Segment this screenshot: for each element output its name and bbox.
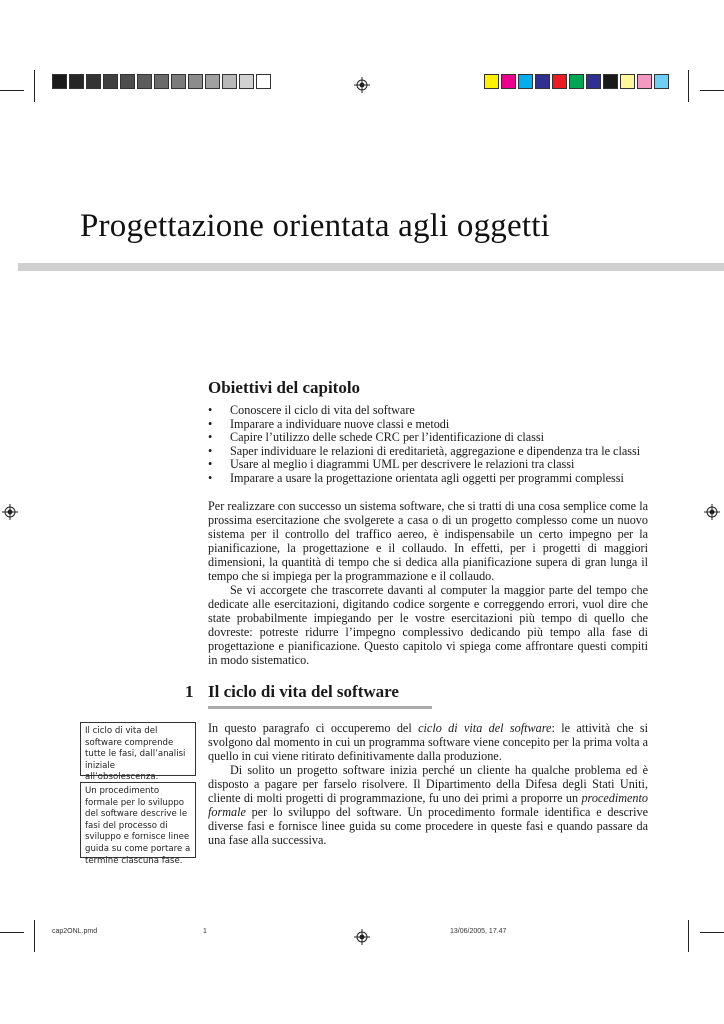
color-swatch xyxy=(654,74,669,89)
margin-note: Il ciclo di vita del software comprende tutte le fasi, dall’analisi iniziale all’obsolescenza. xyxy=(80,722,196,776)
bullet: • xyxy=(208,416,213,431)
intro-paragraph: Per realizzare con successo un sistema software, che si tratti di una cosa semplice come la prossima esercitazione che svolgerete a casa o di un progetto complesso come un nuovo sistema per il controllo del traffico aereo, è indispensabile un certo impegno per la pianificazione, la progettazione e il collaudo. In effetti, per i progetti di maggiori dimensioni, la quantità di tempo che si dedica alla pianificazione supera di gran lunga il tempo che si impiega per la programmazione e il collaudo. xyxy=(208,499,648,583)
title-rule xyxy=(18,263,724,271)
objectives-heading: Obiettivi del capitolo xyxy=(208,378,361,397)
color-swatch xyxy=(484,74,499,89)
color-swatch xyxy=(137,74,152,89)
intro-paragraph: Se vi accorgete che trascorrete davanti al computer la maggior parte del tempo che dedicate alle esercitazioni, digitando codice sorgente e correggendo errori, vuol dire che state probabilmente impiegando per le vostre esercitazioni più tempo di quello che dovreste: potreste ridurre l’impegno complessivo dedicando più tempo alla fase di progettazione e pianificazione. Questo capitolo vi spiega come affrontare questi compiti in modo sistematico. xyxy=(208,583,648,667)
registration-mark-icon xyxy=(354,77,370,93)
color-swatch xyxy=(103,74,118,89)
text-run: per lo sviluppo del software. Un procedimento formale identifica e descrive diverse fasi e fornisce linee guida su come procedere in queste fasi e quando passare da una fase alla successiva. xyxy=(208,804,648,847)
objective-text: Imparare a usare la progettazione orientata agli oggetti per programmi complessi xyxy=(230,470,624,485)
color-swatch xyxy=(501,74,516,89)
color-swatch xyxy=(620,74,635,89)
color-swatch xyxy=(52,74,67,89)
text-run: In questo paragrafo ci occuperemo del xyxy=(208,721,419,735)
bullet: • xyxy=(208,403,213,417)
bullet: • xyxy=(208,430,213,445)
crop-mark xyxy=(0,932,24,933)
crop-mark xyxy=(688,920,689,952)
bullet: • xyxy=(208,457,213,472)
color-swatch xyxy=(188,74,203,89)
crop-mark xyxy=(34,920,35,952)
crop-mark xyxy=(700,90,724,91)
term-emphasis: ciclo di vita del software xyxy=(418,721,552,735)
objective-text: Conoscere il ciclo di vita del software xyxy=(230,403,415,417)
list-item xyxy=(208,472,658,486)
color-swatch xyxy=(256,74,271,89)
color-swatch xyxy=(69,74,84,89)
list-item xyxy=(208,404,658,418)
crop-mark xyxy=(688,70,689,102)
color-swatch xyxy=(222,74,237,89)
footer-timestamp: 13/06/2005, 17.47 xyxy=(450,928,507,935)
bullet: • xyxy=(208,443,213,458)
crop-mark xyxy=(700,932,724,933)
color-swatch xyxy=(239,74,254,89)
list-item xyxy=(208,431,658,445)
color-swatch xyxy=(586,74,601,89)
footer-page-number: 1 xyxy=(203,928,207,935)
color-swatch xyxy=(171,74,186,89)
section-paragraph xyxy=(208,722,648,764)
crop-mark xyxy=(0,90,24,91)
section-number: 1 xyxy=(185,682,194,701)
color-swatch xyxy=(637,74,652,89)
color-swatch xyxy=(154,74,169,89)
list-item xyxy=(208,445,658,459)
objective-text: Capire l’utilizzo delle schede CRC per l’identificazione di classi xyxy=(230,430,545,445)
grayscale-color-bar xyxy=(52,74,273,89)
objective-text: Usare al meglio i diagrammi UML per descrivere le relazioni tra classi xyxy=(230,457,575,472)
process-color-bar xyxy=(484,74,671,89)
color-swatch xyxy=(518,74,533,89)
section-title: Il ciclo di vita del software xyxy=(208,682,399,701)
registration-mark-icon xyxy=(704,504,720,520)
color-swatch xyxy=(86,74,101,89)
color-swatch xyxy=(120,74,135,89)
color-swatch xyxy=(569,74,584,89)
section-rule xyxy=(208,706,432,709)
list-item xyxy=(208,418,658,432)
crop-mark xyxy=(34,70,35,102)
color-swatch xyxy=(603,74,618,89)
objective-text: Imparare a individuare nuove classi e metodi xyxy=(230,416,450,431)
margin-note: Un procedimento formale per lo sviluppo del software descrive le fasi del processo di sviluppo e fornisce linee guida su come portare a termine ciascuna fase. xyxy=(80,782,196,858)
color-swatch xyxy=(552,74,567,89)
registration-mark-icon xyxy=(2,504,18,520)
chapter-title: Progettazione orientata agli oggetti xyxy=(80,208,550,244)
list-item xyxy=(208,458,658,472)
objective-text: Saper individuare le relazioni di ereditarietà, aggregazione e dipendenza tra le classi xyxy=(230,443,641,458)
text-run: : le attività che si svolgono dal momento in cui un programma software viene concepito per la prima volta a quello in cui viene ritirato definitivamente dalla produzione. xyxy=(208,721,648,763)
text-run: Di solito un progetto software inizia perché un cliente ha qualche problema ed è disposto a pagare per farselo risolvere. Il Dipartimento della Difesa degli Stati Uniti, cliente di molti progetti di programmazione, fu uno dei primi a proporre un xyxy=(208,763,648,805)
footer-filename: cap2ONL.pmd xyxy=(52,928,98,935)
term-emphasis: procedimento formale xyxy=(208,790,648,819)
color-swatch xyxy=(535,74,550,89)
section-paragraph xyxy=(208,764,648,847)
objectives-list xyxy=(208,404,658,486)
color-swatch xyxy=(205,74,220,89)
registration-mark-icon xyxy=(354,929,370,945)
bullet: • xyxy=(208,470,213,485)
